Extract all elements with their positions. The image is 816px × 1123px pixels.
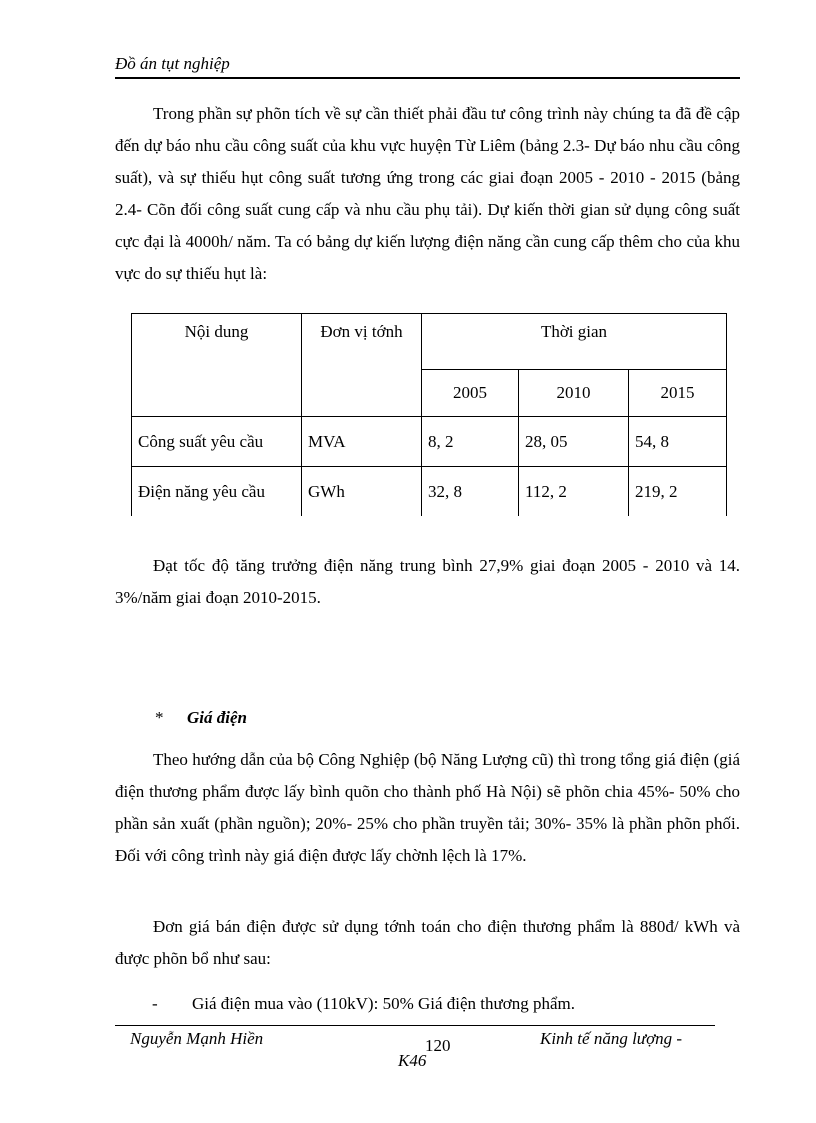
section-heading [155,708,247,728]
paragraph-growth: Đạt tốc độ tăng trưởng điện năng trung bình 27,9% giai đoạn 2005 - 2010 và 14. 3%/năm giai đoạn 2010-2015. [115,556,740,607]
table-header-content: Nội dung [132,314,302,417]
table-row [132,467,727,517]
footer-author: Nguyễn Mạnh Hiền [130,1029,264,1048]
table-header-year: 2010 [519,370,629,417]
list-item [152,988,575,1020]
footer-department: Kinh tế năng lượng - [540,1029,683,1048]
header-rule [115,77,740,79]
section-bullet: * [155,708,164,727]
list-item-text: Giá điện mua vào (110kV): 50% Giá điện thương phẩm. [192,994,575,1013]
list-dash: - [152,994,158,1013]
table-header-year: 2015 [629,370,727,417]
table-cell-value: 112, 2 [519,467,629,517]
table-cell-value: 219, 2 [629,467,727,517]
table-cell-unit: MVA [302,417,422,467]
table-header-unit: Đơn vị tớnh [302,314,422,417]
paragraph-price-intro: Theo hướng dẫn của bộ Công Nghiệp (bộ Năng Lượng cũ) thì trong tổng giá điện (giá điện thương phẩm được lấy bình quõn cho thành phố Hà Nội) sẽ phõn chia 45%- 50% cho phần sản xuất (phần nguồn); 20%- 25% cho phần truyền tải; 30%- 35% là phần phõn phối. Đối với công trình này giá điện được lấy chờnh lệch là 17%. [115,750,740,865]
table-cell-value: 8, 2 [422,417,519,467]
data-table [131,313,727,516]
paragraph-unit-price: Đơn giá bán điện được sử dụng tớnh toán cho điện thương phẩm là 880đ/ kWh và được phõn bổ như sau: [115,917,740,968]
section-title: Giá điện [187,708,247,727]
table-cell-unit: GWh [302,467,422,517]
footer-page-number: 120 [425,1036,451,1055]
table-cell-value: 54, 8 [629,417,727,467]
table-row [132,417,727,467]
table-header-time: Thời gian [422,314,727,370]
footer-department-suffix: K46 [398,1051,427,1070]
paragraph-intro: Trong phần sự phõn tích về sự cần thiết phải đầu tư công trình này chúng ta đã đề cập đến dự báo nhu cầu công suất của khu vực huyện Từ Liêm (bảng 2.3- Dự báo nhu cầu công suất), và sự thiếu hụt công suất tương ứng trong các giai đoạn 2005 - 2010 - 2015 (bảng 2.4- Cõn đối công suất cung cấp và nhu cầu phụ tải). Dự kiến thời gian sử dụng công suất cực đại là 4000h/ năm. Ta có bảng dự kiến lượng điện năng cần cung cấp thêm cho của khu vực do sự thiếu hụt là: [115,104,740,283]
table-cell-label: Công suất yêu cầu [132,417,302,467]
page-header-title: Đồ án tụt nghiệp [115,54,230,73]
table-header-year: 2005 [422,370,519,417]
table-cell-label: Điện năng yêu cầu [132,467,302,517]
footer-rule [115,1025,715,1026]
table-cell-value: 28, 05 [519,417,629,467]
table-cell-value: 32, 8 [422,467,519,517]
